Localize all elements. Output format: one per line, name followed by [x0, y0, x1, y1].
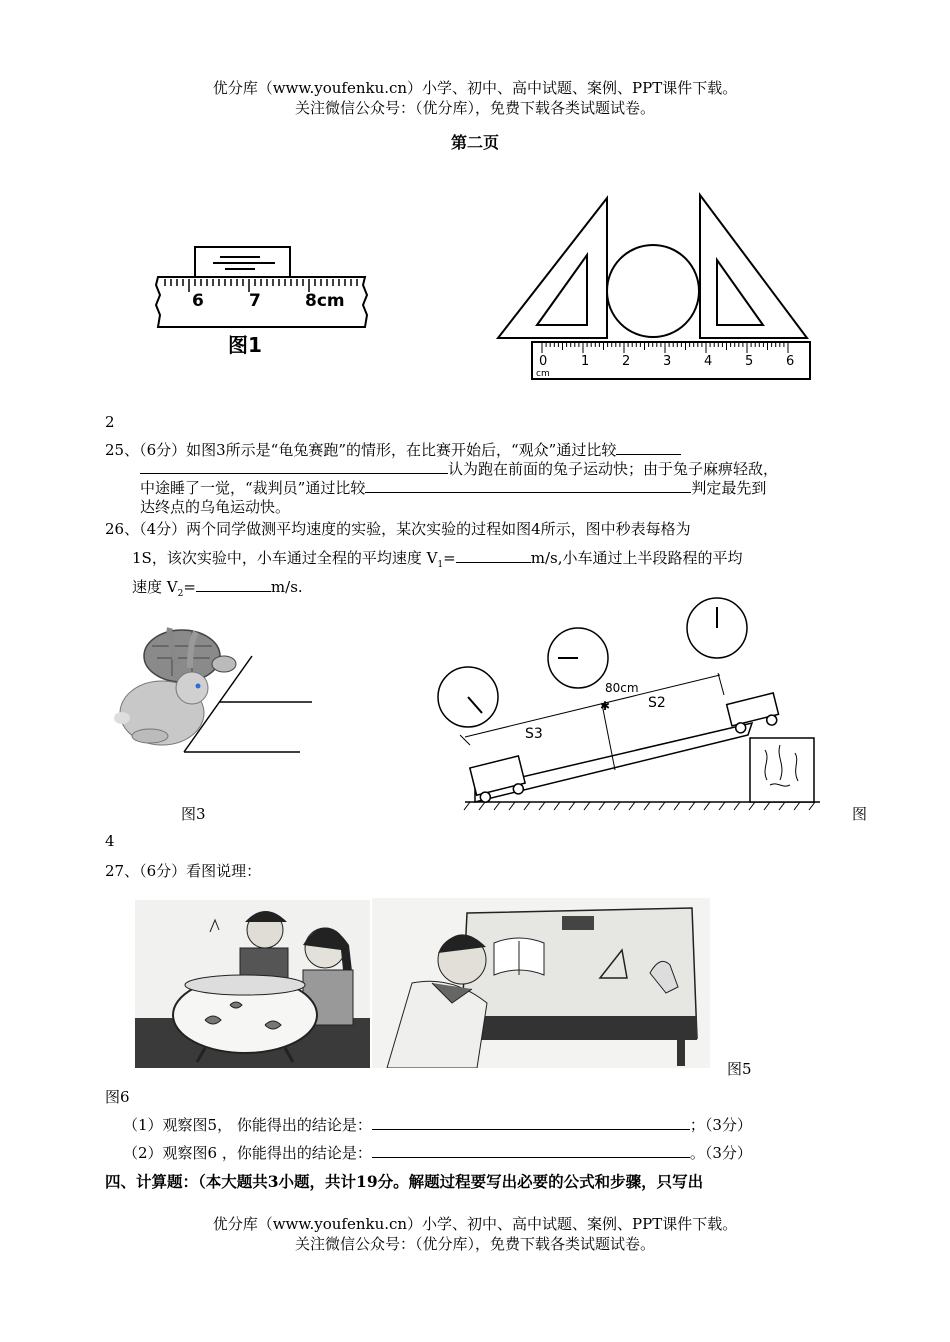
fig2-unit: cm: [536, 369, 550, 379]
figure-1-ruler: [150, 240, 375, 370]
q25-text-1: 25、（6分）如图3所示是“龟兔赛跑”的情形，在比赛开始后，“观众”通过比较: [105, 441, 617, 459]
stray-number-2: 2: [105, 413, 115, 431]
q27-item-2-score: 。（3分）: [689, 1144, 752, 1162]
fig2-tick-1: 1: [581, 354, 590, 369]
q27-blank-1[interactable]: [372, 1115, 690, 1130]
figure-3-tortoise-hare: [112, 618, 322, 758]
fig5-caption: 图5: [727, 1060, 752, 1078]
fig1-tick-6: 6: [192, 291, 204, 311]
fig4-distance-label: 80cm: [605, 681, 639, 695]
q26-eq-1: =: [443, 549, 456, 567]
q26-blank-v2[interactable]: [196, 577, 271, 592]
q25-line-2: [140, 458, 778, 479]
q26-line-1: 26、（4分）两个同学做测平均速度的实验，某次实验的过程如图4所示，图中秒表每格为: [105, 520, 691, 538]
fig4-s2-label: S2: [648, 695, 666, 711]
fig2-tick-2: 2: [622, 354, 631, 369]
fig1-tick-7: 7: [249, 291, 261, 311]
q27-item-1-text: （1）观察图5， 你能得出的结论是：: [123, 1116, 372, 1134]
fig1-caption: 图1: [228, 333, 262, 357]
figure-2-diameter: [495, 190, 820, 385]
fig3-caption: 图3: [181, 805, 206, 823]
q26-eq-2: =: [183, 578, 196, 596]
q26-line-3: [132, 576, 303, 599]
q27-item-1-score: ；（3分）: [689, 1116, 752, 1134]
q25-text-2: 认为跑在前面的兔子运动快；由于兔子麻痹轻敌，: [448, 460, 779, 478]
q26-line-2: [132, 547, 742, 570]
figure-6-fishbowl: [135, 900, 370, 1068]
header-line-1: 优分库（www.youfenku.cn）小学、初中、高中试题、案例、PPT课件下载。: [212, 79, 738, 97]
q26-text-2b: m/s,小车通过上半段路程的平均: [530, 549, 743, 567]
q25-line-3: [140, 477, 766, 498]
q26-text-3b: m/s.: [270, 578, 303, 596]
fig2-tick-5: 5: [745, 354, 754, 369]
fig1-tick-8cm: 8cm: [305, 291, 345, 311]
fig4-s3-label: S3: [525, 726, 543, 742]
q27-item-2: [123, 1142, 752, 1163]
q25-line-1: [105, 439, 681, 460]
figure-4-incline: [430, 595, 830, 815]
fig2-tick-3: 3: [663, 354, 672, 369]
q25-text-3a: 中途睡了一觉，“裁判员”通过比较: [140, 479, 366, 497]
q25-text-3b: 判定最先到: [691, 479, 767, 497]
q27-title: 27、（6分）看图说理：: [105, 862, 262, 880]
q25-blank-1[interactable]: [616, 440, 681, 455]
q27-item-1: [123, 1114, 752, 1135]
q27-blank-2[interactable]: [372, 1143, 690, 1158]
header-line-2: 关注微信公众号：（优分库），免费下载各类试题试卷。: [294, 99, 655, 117]
fig4-caption-number: 4: [105, 832, 115, 850]
q25-blank-1b[interactable]: [140, 459, 448, 474]
fig2-tick-6: 6: [786, 354, 795, 369]
footer-line-1: 优分库（www.youfenku.cn）小学、初中、高中试题、案例、PPT课件下载。: [212, 1215, 738, 1233]
page-title: 第二页: [450, 133, 499, 152]
q27-item-2-text: （2）观察图6 ，你能得出的结论是：: [123, 1144, 372, 1162]
svg-text:✱: ✱: [600, 699, 611, 713]
fig6-caption: 图6: [105, 1088, 130, 1106]
q26-blank-v1[interactable]: [456, 548, 531, 563]
q25-line-4: 达终点的乌龟运动快。: [140, 498, 291, 516]
section-4-heading: 四、计算题：（本大题共3小题，共计19分。解题过程要写出必要的公式和步骤，只写出: [105, 1172, 704, 1191]
q26-sub-2: 2: [177, 589, 184, 599]
figure-5-table-scene: [372, 898, 710, 1068]
q26-text-2a: 1S，该次实验中，小车通过全程的平均速度 V: [132, 549, 438, 567]
q26-sub-1: 1: [437, 560, 444, 570]
q26-text-3a: 速度 V: [132, 578, 178, 596]
fig2-tick-0: 0: [539, 354, 548, 369]
fig2-tick-4: 4: [704, 354, 713, 369]
fig4-caption: 图: [852, 805, 868, 823]
q25-blank-2[interactable]: [365, 478, 691, 493]
footer-line-2: 关注微信公众号：（优分库），免费下载各类试题试卷。: [294, 1235, 655, 1253]
